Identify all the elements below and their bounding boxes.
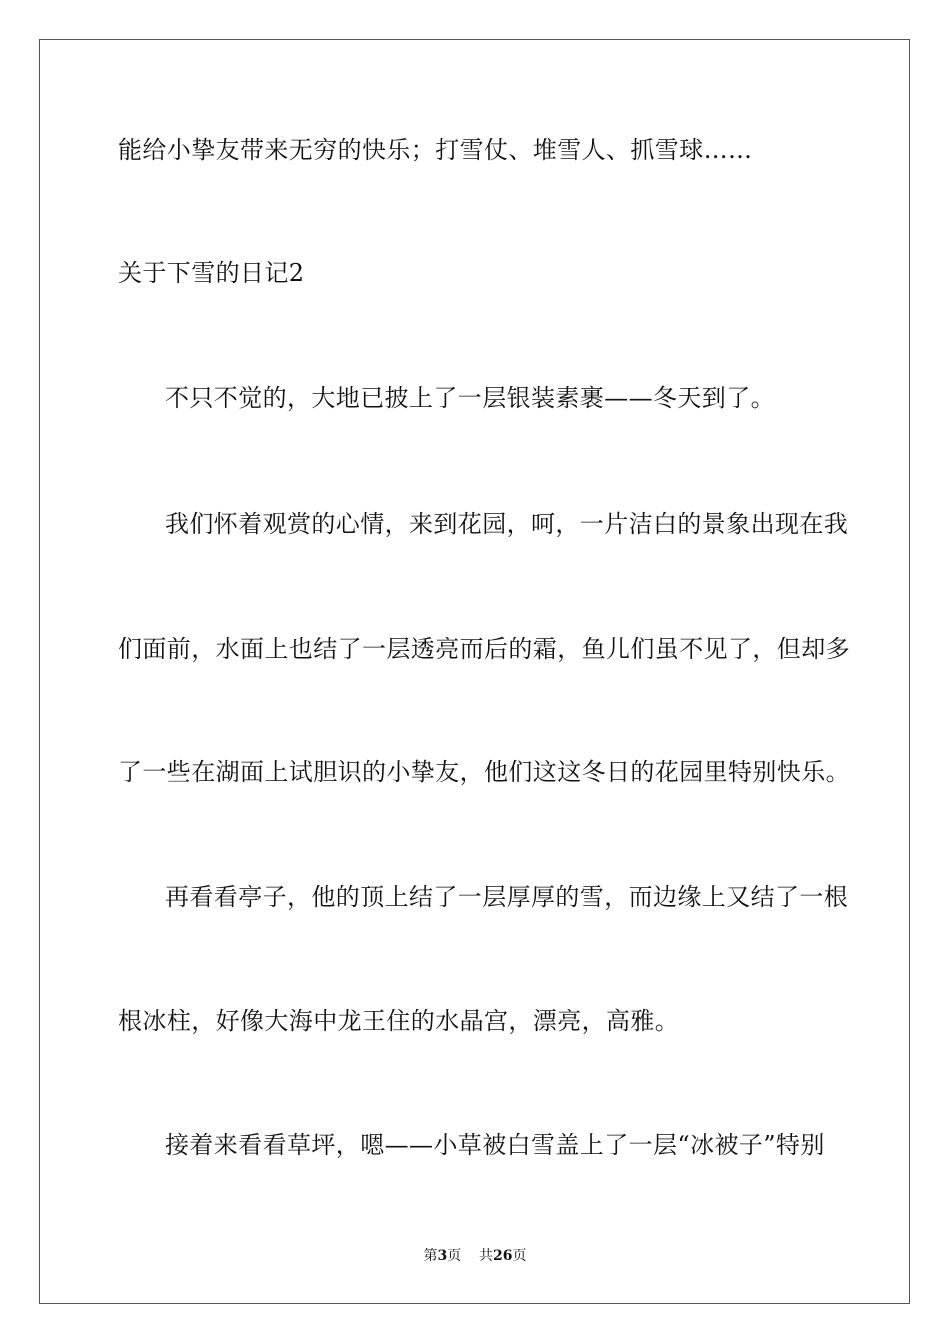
page-border [39,39,910,1304]
total-suffix: 页 [512,1248,527,1264]
section-title: 关于下雪的日记2 [118,259,305,287]
body-text-line: 再看看亭子，他的顶上结了一层厚厚的雪，而边缘上又结了一根 [165,883,849,911]
body-text-line: 了一些在湖面上试胆识的小挚友，他们这这冬日的花园里特别快乐。 [118,758,850,786]
page-prefix: 第 [423,1248,438,1264]
page-footer [0,1247,950,1265]
page-number: 3 [437,1248,448,1264]
body-text-line: 根冰柱，好像大海中龙王住的水晶宫，漂亮，高雅。 [118,1007,680,1035]
total-prefix: 共 [479,1248,494,1264]
page-suffix: 页 [447,1248,462,1264]
body-text-line: 接着来看看草坪，嗯——小草被白雪盖上了一层“冰被子”特别 [165,1131,825,1159]
total-pages: 26 [493,1248,513,1264]
body-text-line: 我们怀着观赏的心情，来到花园，呵，一片洁白的景象出现在我 [165,510,849,538]
body-text-line: 能给小挚友带来无穷的快乐；打雪仗、堆雪人、抓雪球…… [118,136,753,164]
body-text-line: 不只不觉的，大地已披上了一层银装素裹——冬天到了。 [165,384,775,412]
body-text-line: 们面前，水面上也结了一层透亮而后的霜，鱼儿们虽不见了，但却多 [118,635,850,663]
